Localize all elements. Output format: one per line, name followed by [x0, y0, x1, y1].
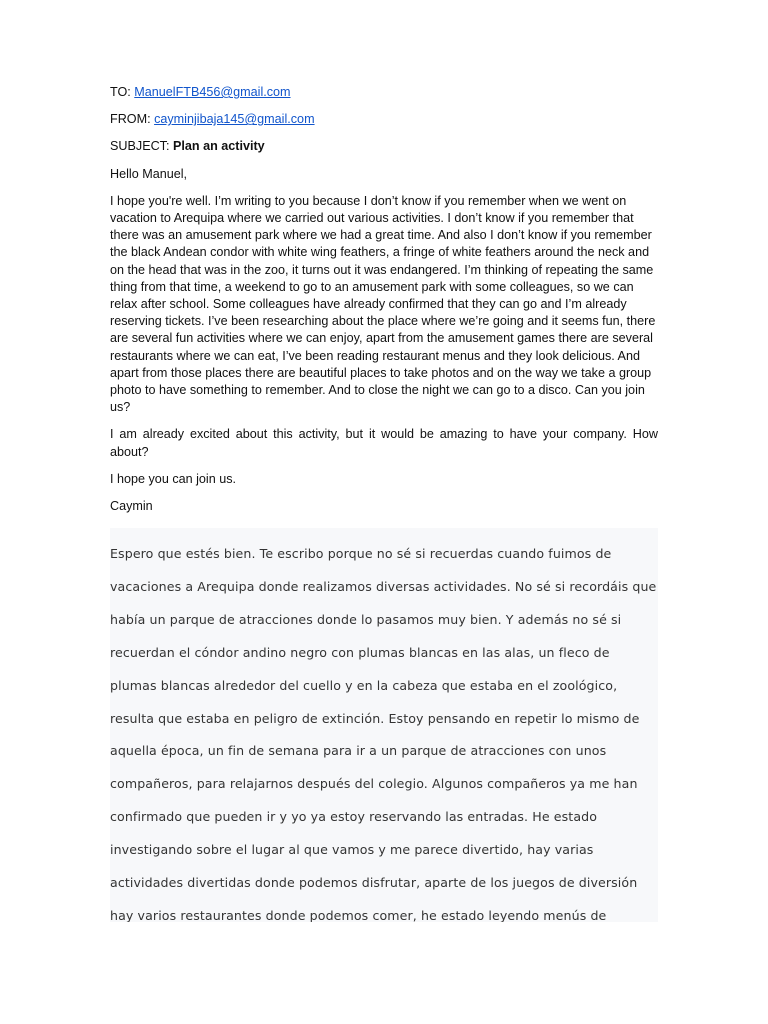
greeting: Hello Manuel,: [110, 166, 188, 181]
closing-line: I hope you can join us.: [110, 471, 237, 486]
email-document: [110, 84, 658, 525]
from-email-link[interactable]: cayminjibaja145@gmail.com: [154, 112, 315, 127]
translation-text: Espero que estés bien. Te escribo porque no sé si recuerdas cuando fuimos de vacaciones a Arequipa donde realizamos diversas actividades. No sé si recordáis que había un parque de atracciones donde lo pasamos muy bien. Y además no sé si recuerdan el cóndor andino negro con plumas blancas en las alas, un fleco de plumas blancas alrededor del cuello y en la cabeza que estaba en el zoológico, resulta que estaba en peligro de extinción. Estoy pensando en repetir lo mismo de aquella época, un fin de semana para ir a un parque de atracciones con unos compañeros, para relajarnos después del colegio. Algunos compañeros ya me han confirmado que pueden ir y yo ya estoy reservando las entradas. He estado investigando sobre el lugar al que vamos y me parece divertido, hay varias actividades divertidas donde podemos disfrutar, aparte de los juegos de diversión hay varios restaurantes donde podemos comer, he estado leyendo menús de: [110, 546, 657, 922]
body-paragraph-2: I am already excited about this activity, but it would be amazing to have your company. How about?: [110, 427, 658, 459]
body-paragraph-1: I hope you're well. I’m writing to you because I don’t know if you remember when we went on vacation to Arequipa where we carried out various activities. I don’t know if you remember that there was an amusement park where we had a great time. And also I don’t know if you remember the black Andean condor with white wing feathers, a fringe of white feathers around the neck and on the head that was in the zoo, it turns out it was endangered. I’m thinking of repeating the same thing from that time, a weekend to go to an amusement park with some colleagues, so we can relax after school. Some colleagues have already confirmed that they can go and I’m already reserving tickets. I’ve been researching about the place where we’re going and it seems fun, there are several fun activities where we can enjoy, apart from the amusement games there are several restaurants where we can eat, I’ve been reading restaurant menus and they look delicious. And apart from those places there are beautiful places to take photos and on the way we take a group photo to have something to remember. And to close the night we can go to a disco. Can you join us?: [110, 193, 656, 415]
subject-line: [110, 138, 658, 155]
to-line: [110, 84, 658, 101]
to-label: TO:: [110, 85, 131, 99]
from-label: FROM:: [110, 112, 151, 127]
subject-label: SUBJECT:: [110, 139, 170, 154]
subject-value: Plan an activity: [172, 139, 265, 154]
translation-block: [110, 528, 658, 922]
from-line: [110, 111, 658, 128]
to-email-link[interactable]: ManuelFTB456@gmail.com: [134, 85, 291, 99]
signature: Caymin: [110, 499, 153, 514]
